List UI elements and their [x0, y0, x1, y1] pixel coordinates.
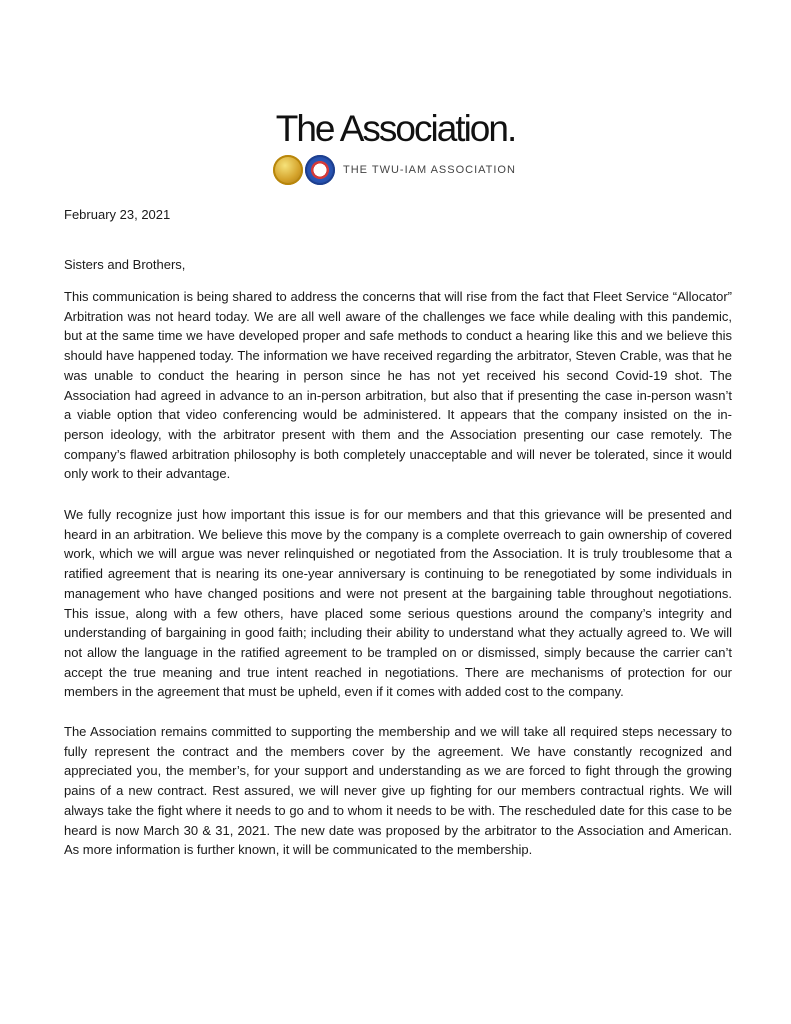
iam-seal-icon: [305, 155, 335, 185]
paragraph-3: The Association remains committed to supporting the membership and we will take all required steps necessary to fully represent the contract and the members cover by the agreement. We have constantly recognized and appreciated you, the member’s, for your support and understanding as we are forced to fight through the growing pains of a new contract. Rest assured, we will never give up fighting for our members contractual rights. We will always take the fight where it needs to go and to whom it needs to be with. The rescheduled date for this case to be heard is now March 30 & 31, 2021. The new date was proposed by the arbitrator to the Association and American. As more information is further known, it will be communicated to the membership.: [64, 724, 732, 858]
letterhead-title: The Association.: [275, 108, 516, 149]
gold-seal-icon: [273, 155, 303, 185]
paragraph-2: We fully recognize just how important this issue is for our members and that this grievance will be presented and heard in an arbitration. We believe this move by the company is a complete overreach to gain ownership of covered work, which we will argue was never relinquished or negotiated from the Association. It is truly troublesome that a ratified agreement that is nearing its one-year anniversary is continuing to be renegotiated by some individuals in management who have changed positions and were not present at the bargaining table throughout negotiations. This issue, along with a few others, have placed some serious questions around the company’s integrity and understanding of bargaining in good faith; including their ability to understand what they actually agreed to. We will not allow the language in the ratified agreement to be trampled on or dismissed, simply because the carrier can’t accept the true meaning and true intent reached in negotiations. There are mechanisms of protection for our members in the agreement that must be upheld, even if it comes with added cost to the company.: [64, 507, 732, 700]
association-name: THE TWU-IAM ASSOCIATION: [343, 164, 516, 176]
letterhead-subtitle-row: [273, 153, 516, 187]
paragraph-1: This communication is being shared to address the concerns that will rise from the fact that Fleet Service “Allocator” Arbitration was not heard today. We are all well aware of the challenges we face while dealing with this pandemic, but at the same time we have developed proper and safe methods to conduct a hearing like this and we believe this should have happened today. The information we have received regarding the arbitrator, Steven Crable, was that he was unable to conduct the hearing in person since he has not yet received his second Covid-19 shot. The Association had agreed in advance to an in-person arbitration, but also that if presenting the case in-person wasn’t a viable option that video conferencing would be administered. It appears that the company insisted on the in-person ideology, with the arbitrator present with them and the Association presenting our case remotely. The company’s flawed arbitration philosophy is both completely unacceptable and will never be tolerated, since it would only work to their advantage.: [64, 289, 732, 482]
letter-date: February 23, 2021: [64, 207, 171, 222]
salutation: Sisters and Brothers,: [64, 257, 186, 272]
